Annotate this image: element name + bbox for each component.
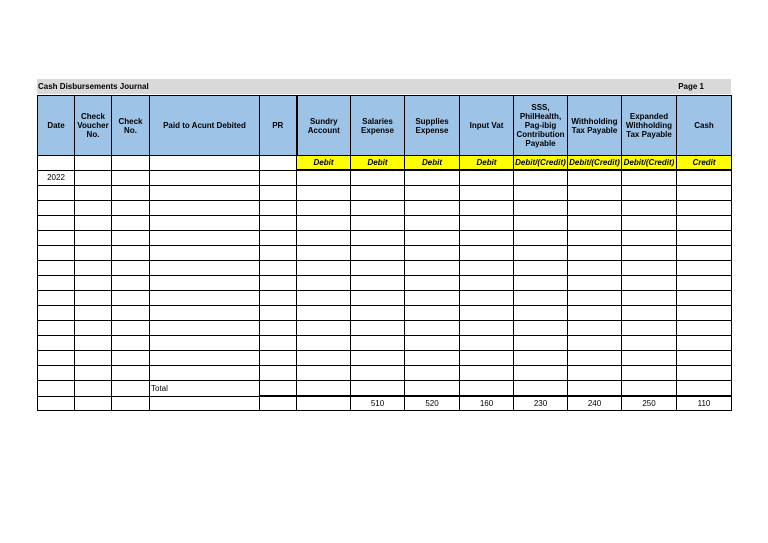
cell[interactable] xyxy=(297,201,351,216)
cell[interactable] xyxy=(150,156,260,171)
cell[interactable] xyxy=(297,306,351,321)
cell[interactable] xyxy=(514,351,568,366)
cell[interactable] xyxy=(677,216,732,231)
cell[interactable] xyxy=(75,246,112,261)
cell[interactable] xyxy=(112,351,150,366)
cell[interactable] xyxy=(405,336,460,351)
cell[interactable] xyxy=(75,366,112,381)
total-supplies: 520 xyxy=(405,396,460,411)
page-number: Page 1 xyxy=(678,82,704,91)
cell[interactable] xyxy=(405,170,460,186)
cell[interactable] xyxy=(568,261,622,276)
cell[interactable] xyxy=(622,201,677,216)
cell[interactable] xyxy=(622,306,677,321)
cell[interactable] xyxy=(260,291,297,306)
cell[interactable] xyxy=(150,396,260,411)
total-label: Total xyxy=(150,381,260,397)
cell[interactable] xyxy=(150,276,260,291)
cell[interactable] xyxy=(260,231,297,246)
cell[interactable] xyxy=(460,231,514,246)
cell[interactable] xyxy=(460,201,514,216)
cell[interactable] xyxy=(568,201,622,216)
cell[interactable] xyxy=(112,321,150,336)
cell[interactable] xyxy=(677,291,732,306)
cell[interactable] xyxy=(677,231,732,246)
cell[interactable] xyxy=(150,246,260,261)
cell[interactable] xyxy=(568,321,622,336)
header-withholding-tax: Withholding Tax Payable xyxy=(568,96,622,156)
cell[interactable] xyxy=(622,351,677,366)
cell[interactable] xyxy=(460,321,514,336)
cell[interactable] xyxy=(38,396,75,411)
cell[interactable] xyxy=(150,306,260,321)
cell[interactable] xyxy=(112,276,150,291)
cell[interactable] xyxy=(460,186,514,201)
cell[interactable] xyxy=(622,291,677,306)
cell[interactable] xyxy=(622,261,677,276)
header-pr: PR xyxy=(260,96,297,156)
cell[interactable] xyxy=(150,336,260,351)
cell[interactable] xyxy=(622,170,677,186)
cell[interactable] xyxy=(351,246,405,261)
cell[interactable] xyxy=(405,216,460,231)
cell[interactable] xyxy=(568,216,622,231)
cell[interactable] xyxy=(351,366,405,381)
table-row xyxy=(38,291,732,306)
cell[interactable] xyxy=(75,306,112,321)
cell[interactable] xyxy=(297,396,351,411)
cell[interactable] xyxy=(460,216,514,231)
cell[interactable] xyxy=(677,170,732,186)
cell[interactable] xyxy=(260,351,297,366)
cell[interactable] xyxy=(150,216,260,231)
cell[interactable] xyxy=(112,381,150,397)
cell[interactable] xyxy=(112,336,150,351)
cell[interactable] xyxy=(514,246,568,261)
cell[interactable] xyxy=(514,306,568,321)
cell[interactable] xyxy=(112,231,150,246)
cell[interactable] xyxy=(38,291,75,306)
cell[interactable] xyxy=(38,231,75,246)
journal-title: Cash Disbursements Journal xyxy=(38,82,149,91)
cell[interactable] xyxy=(405,231,460,246)
cell[interactable] xyxy=(351,381,405,397)
cell[interactable] xyxy=(112,216,150,231)
cell[interactable] xyxy=(351,276,405,291)
cell[interactable] xyxy=(260,201,297,216)
dc-label-sundry: Debit xyxy=(297,156,351,171)
header-salaries-expense: Salaries Expense xyxy=(351,96,405,156)
cell[interactable] xyxy=(351,351,405,366)
cell[interactable] xyxy=(405,291,460,306)
dc-label-withholding: Debit/(Credit) xyxy=(568,156,622,171)
table-row xyxy=(38,261,732,276)
cell[interactable] xyxy=(38,351,75,366)
cell[interactable] xyxy=(405,381,460,397)
cell[interactable] xyxy=(351,291,405,306)
cell[interactable] xyxy=(677,321,732,336)
cell[interactable] xyxy=(568,276,622,291)
cell[interactable] xyxy=(351,201,405,216)
header-cash: Cash xyxy=(677,96,732,156)
cell[interactable] xyxy=(460,246,514,261)
cell[interactable] xyxy=(150,321,260,336)
cell[interactable] xyxy=(568,291,622,306)
table-row xyxy=(38,216,732,231)
cell[interactable] xyxy=(75,156,112,171)
cell[interactable] xyxy=(514,216,568,231)
total-expanded: 250 xyxy=(622,396,677,411)
cell[interactable] xyxy=(460,381,514,397)
cell[interactable] xyxy=(351,336,405,351)
cell[interactable] xyxy=(405,306,460,321)
cell[interactable] xyxy=(514,186,568,201)
cell[interactable] xyxy=(297,261,351,276)
cell[interactable] xyxy=(514,201,568,216)
cell[interactable] xyxy=(351,321,405,336)
cell[interactable] xyxy=(405,246,460,261)
cell[interactable] xyxy=(622,231,677,246)
cell[interactable] xyxy=(112,201,150,216)
cell[interactable] xyxy=(260,321,297,336)
cell[interactable] xyxy=(260,216,297,231)
cell[interactable] xyxy=(297,381,351,397)
cell[interactable] xyxy=(297,291,351,306)
table-row xyxy=(38,351,732,366)
cell[interactable] xyxy=(405,321,460,336)
cell[interactable] xyxy=(677,276,732,291)
header-sundry-account: Sundry Account xyxy=(297,96,351,156)
table-row xyxy=(38,201,732,216)
cell[interactable] xyxy=(514,291,568,306)
cell[interactable] xyxy=(297,321,351,336)
cell[interactable] xyxy=(75,291,112,306)
cell[interactable] xyxy=(38,381,75,397)
cell[interactable] xyxy=(297,216,351,231)
cell[interactable] xyxy=(260,336,297,351)
cell[interactable] xyxy=(297,231,351,246)
cell[interactable] xyxy=(150,201,260,216)
cell[interactable] xyxy=(75,186,112,201)
cell[interactable] xyxy=(38,201,75,216)
cell[interactable] xyxy=(150,186,260,201)
header-paid-to: Paid to Acunt Debited xyxy=(150,96,260,156)
header-supplies-expense: Supplies Expense xyxy=(405,96,460,156)
dc-label-cash: Credit xyxy=(677,156,732,171)
date-year-cell[interactable]: 2022 xyxy=(38,170,75,186)
cell[interactable] xyxy=(38,336,75,351)
cell[interactable] xyxy=(75,261,112,276)
table-row xyxy=(38,306,732,321)
cell[interactable] xyxy=(514,321,568,336)
cell[interactable] xyxy=(677,306,732,321)
cell[interactable] xyxy=(260,306,297,321)
total-withholding: 240 xyxy=(568,396,622,411)
cell[interactable] xyxy=(622,381,677,397)
header-date: Date xyxy=(38,96,75,156)
cell[interactable] xyxy=(297,351,351,366)
cell[interactable] xyxy=(38,366,75,381)
cell[interactable] xyxy=(260,396,297,411)
dc-label-supplies: Debit xyxy=(405,156,460,171)
cell[interactable] xyxy=(75,381,112,397)
cell[interactable] xyxy=(75,276,112,291)
cell[interactable] xyxy=(514,336,568,351)
table-row xyxy=(38,276,732,291)
dc-label-salaries: Debit xyxy=(351,156,405,171)
cell[interactable] xyxy=(75,170,112,186)
cell[interactable] xyxy=(622,186,677,201)
cell[interactable] xyxy=(38,276,75,291)
cell[interactable] xyxy=(112,366,150,381)
cell[interactable] xyxy=(460,366,514,381)
cell[interactable] xyxy=(405,276,460,291)
cell[interactable] xyxy=(514,170,568,186)
totals-row xyxy=(38,396,732,411)
table-row xyxy=(38,186,732,201)
total-cash: 110 xyxy=(677,396,732,411)
cell[interactable] xyxy=(568,246,622,261)
cell[interactable] xyxy=(405,351,460,366)
cell[interactable] xyxy=(460,276,514,291)
table-row xyxy=(38,336,732,351)
cell[interactable] xyxy=(38,306,75,321)
cell[interactable] xyxy=(568,351,622,366)
header-input-vat: Input Vat xyxy=(460,96,514,156)
table-row xyxy=(38,366,732,381)
dc-label-sss: Debit/(Credit) xyxy=(514,156,568,171)
cell[interactable] xyxy=(38,321,75,336)
cell[interactable] xyxy=(405,366,460,381)
cell[interactable] xyxy=(112,261,150,276)
cell[interactable] xyxy=(75,321,112,336)
table-row xyxy=(38,170,732,186)
cell[interactable] xyxy=(622,216,677,231)
cell[interactable] xyxy=(351,186,405,201)
cell[interactable] xyxy=(351,231,405,246)
cell[interactable] xyxy=(405,201,460,216)
cell[interactable] xyxy=(622,336,677,351)
cell[interactable] xyxy=(150,291,260,306)
cell[interactable] xyxy=(112,170,150,186)
table-row xyxy=(38,231,732,246)
cell[interactable] xyxy=(514,231,568,246)
cell[interactable] xyxy=(297,186,351,201)
journal-title-bar xyxy=(37,79,731,94)
cell[interactable] xyxy=(112,306,150,321)
cell[interactable] xyxy=(460,351,514,366)
cell[interactable] xyxy=(677,351,732,366)
cell[interactable] xyxy=(677,246,732,261)
cell[interactable] xyxy=(405,186,460,201)
cell[interactable] xyxy=(514,381,568,397)
cell[interactable] xyxy=(112,186,150,201)
table-row xyxy=(38,321,732,336)
cell[interactable] xyxy=(351,261,405,276)
cell[interactable] xyxy=(112,396,150,411)
cell[interactable] xyxy=(260,276,297,291)
cell[interactable] xyxy=(112,246,150,261)
cell[interactable] xyxy=(75,336,112,351)
cell[interactable] xyxy=(622,366,677,381)
cell[interactable] xyxy=(622,276,677,291)
cell[interactable] xyxy=(38,156,75,171)
cell[interactable] xyxy=(568,186,622,201)
table-row xyxy=(38,246,732,261)
cell[interactable] xyxy=(351,170,405,186)
cell[interactable] xyxy=(260,156,297,171)
cell[interactable] xyxy=(677,336,732,351)
cell[interactable] xyxy=(75,231,112,246)
cell[interactable] xyxy=(38,246,75,261)
cell[interactable] xyxy=(75,396,112,411)
header-sss-philhealth-pagibig: SSS, PhilHealth, Pag-ibig Contribution Payable xyxy=(514,96,568,156)
cell[interactable] xyxy=(677,261,732,276)
cell[interactable] xyxy=(514,276,568,291)
total-sss: 230 xyxy=(514,396,568,411)
cell[interactable] xyxy=(38,261,75,276)
header-expanded-withholding-tax: Expanded Withholding Tax Payable xyxy=(622,96,677,156)
cell[interactable] xyxy=(460,291,514,306)
cell[interactable] xyxy=(568,306,622,321)
cell[interactable] xyxy=(112,156,150,171)
debit-credit-row xyxy=(38,156,732,171)
cell[interactable] xyxy=(297,366,351,381)
dc-label-expanded: Debit/(Credit) xyxy=(622,156,677,171)
cell[interactable] xyxy=(260,366,297,381)
cell[interactable] xyxy=(260,170,297,186)
cell[interactable] xyxy=(297,170,351,186)
cell[interactable] xyxy=(677,366,732,381)
cell[interactable] xyxy=(38,186,75,201)
journal-table xyxy=(37,95,732,411)
cell[interactable] xyxy=(150,170,260,186)
cell[interactable] xyxy=(514,366,568,381)
cell[interactable] xyxy=(514,261,568,276)
cell[interactable] xyxy=(75,351,112,366)
cell[interactable] xyxy=(568,231,622,246)
cell[interactable] xyxy=(568,366,622,381)
cell[interactable] xyxy=(297,336,351,351)
cell[interactable] xyxy=(568,170,622,186)
cell[interactable] xyxy=(112,291,150,306)
cell[interactable] xyxy=(460,306,514,321)
cell[interactable] xyxy=(297,276,351,291)
cell[interactable] xyxy=(351,306,405,321)
total-salaries: 510 xyxy=(351,396,405,411)
total-input-vat: 160 xyxy=(460,396,514,411)
cell[interactable] xyxy=(677,201,732,216)
cell[interactable] xyxy=(297,246,351,261)
header-check-no: Check No. xyxy=(112,96,150,156)
cell[interactable] xyxy=(351,216,405,231)
cell[interactable] xyxy=(460,170,514,186)
cell[interactable] xyxy=(38,216,75,231)
table-row xyxy=(38,381,732,397)
cell[interactable] xyxy=(75,216,112,231)
header-check-voucher-no: Check Voucher No. xyxy=(75,96,112,156)
cell[interactable] xyxy=(622,246,677,261)
cell[interactable] xyxy=(568,336,622,351)
cell[interactable] xyxy=(260,381,297,397)
cell[interactable] xyxy=(150,231,260,246)
cell[interactable] xyxy=(260,246,297,261)
cell[interactable] xyxy=(150,351,260,366)
cell[interactable] xyxy=(460,261,514,276)
cell[interactable] xyxy=(622,321,677,336)
cell[interactable] xyxy=(568,381,622,397)
header-row xyxy=(38,96,732,156)
dc-label-input-vat: Debit xyxy=(460,156,514,171)
cell[interactable] xyxy=(405,261,460,276)
cell[interactable] xyxy=(677,186,732,201)
cell[interactable] xyxy=(260,261,297,276)
cell[interactable] xyxy=(150,366,260,381)
cell[interactable] xyxy=(460,336,514,351)
cell[interactable] xyxy=(677,381,732,397)
cell[interactable] xyxy=(75,201,112,216)
cell[interactable] xyxy=(150,261,260,276)
cell[interactable] xyxy=(260,186,297,201)
